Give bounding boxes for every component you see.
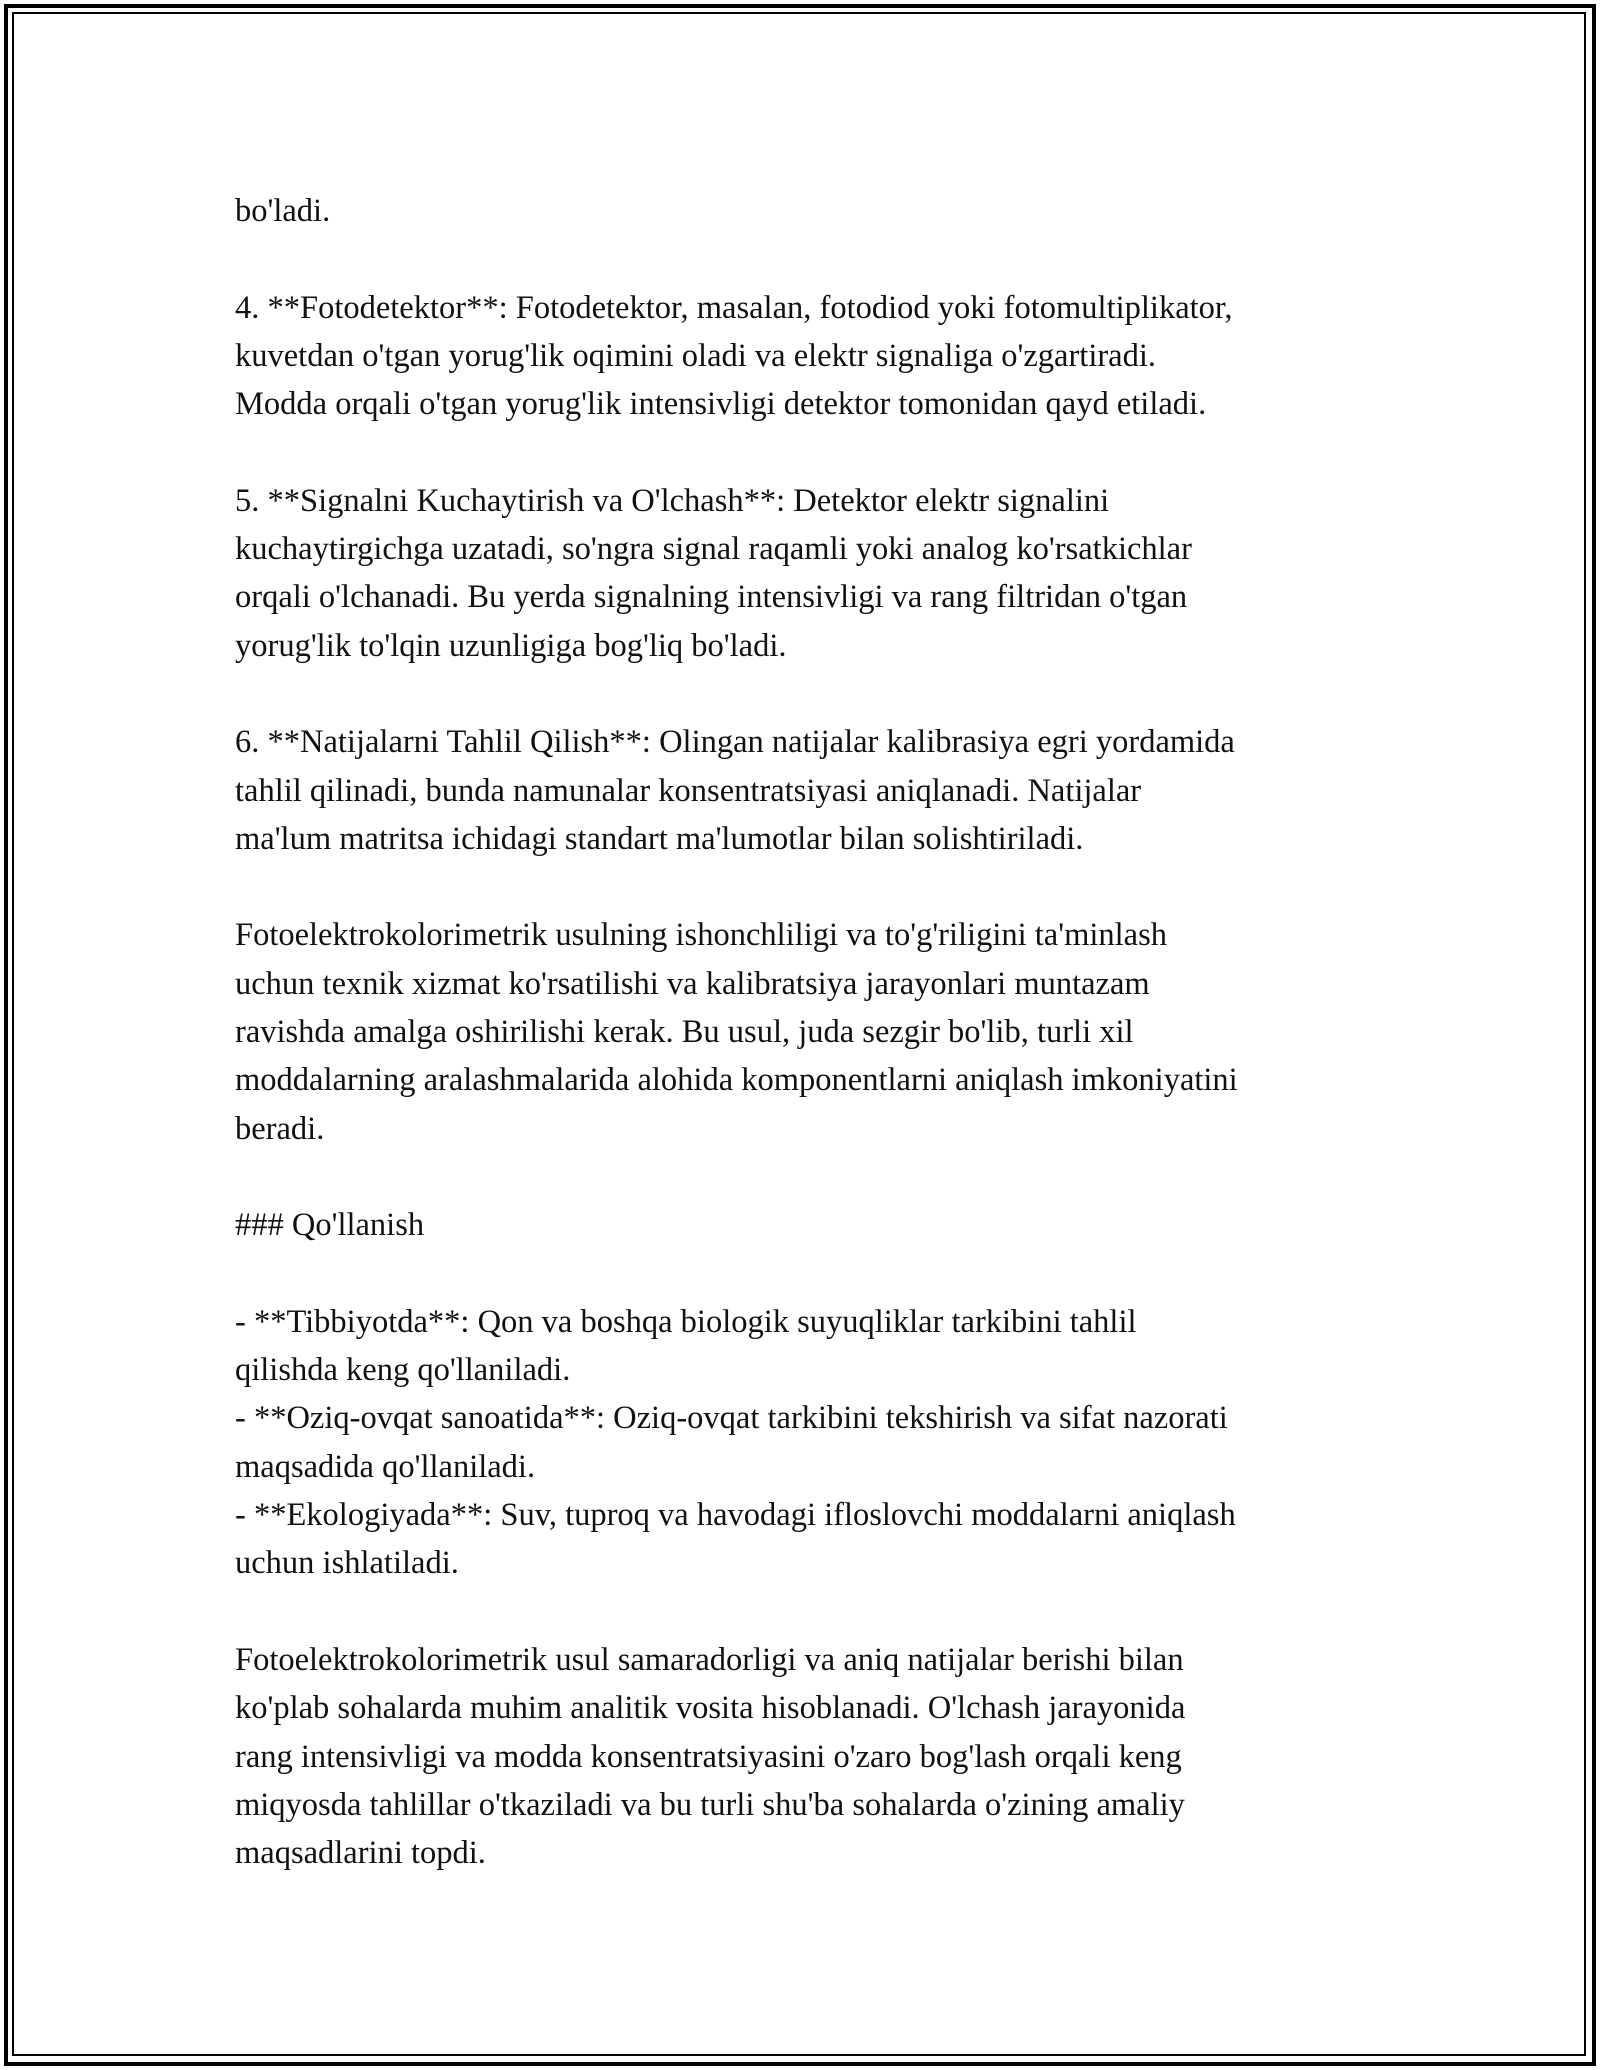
application-list: - **Tibbiyotda**: Qon va boshqa biologik suyuqliklar tarkibini tahlil qilishda keng qo'llaniladi. - **Oziq-ovqat sanoatida**: Oziq-ovqat tarkibini tekshirish va sifat nazorati maqsadida qo'llaniladi. - **Ekologiyada**: Suv, tuproq va havodagi ifloslovchi moddalarni aniqlash uchun ishlatiladi. — [235, 1303, 1236, 1582]
section-heading-application: ### Qo'llanish — [235, 1207, 425, 1244]
paragraph-gap — [235, 1588, 1395, 1636]
paragraph-gap — [235, 235, 1395, 283]
paragraph-reliability: Fotoelektrokolorimetrik usulning ishonchliligi va to'g'riligini ta'minlash uchun texnik xizmat ko'rsatilishi va kalibratsiya jarayonlari muntazam ravishda amalga oshirilishi kerak. Bu usul, juda sezgir bo'lib, turli xil moddalarning aralashmalarida alohida komponentlarni aniqlash imkoniyatini beradi. — [235, 917, 1238, 1147]
paragraph-continuation: bo'ladi. — [235, 193, 331, 229]
paragraph-gap — [235, 428, 1395, 476]
paragraph-signal-amplification: 5. **Signalni Kuchaytirish va O'lchash**: Detektor elektr signalini kuchaytirgichga uzatadi, so'ngra signal raqamli yoki analog ko'rsatkichlar orqali o'lchanadi. Bu yerda signalning intensivligi va rang filtridan o'tgan yorug'lik to'lqin uzunligiga bog'liq bo'ladi. — [235, 482, 1192, 664]
document-body — [235, 187, 1395, 1877]
paragraph-fotodetektor: 4. **Fotodetektor**: Fotodetektor, masalan, fotodiod yoki fotomultiplikator, kuvetdan o'tgan yorug'lik oqimini oladi va elektr signaliga o'zgartiradi. Modda orqali o'tgan yorug'lik intensivligi detektor tomonidan qayd etiladi. — [235, 289, 1233, 423]
paragraph-conclusion: Fotoelektrokolorimetrik usul samaradorligi va aniq natijalar berishi bilan ko'plab sohalarda muhim analitik vosita hisoblanadi. O'lchash jarayonida rang intensivligi va modda konsentratsiyasini o'zaro bog'lash orqali keng miqyosda tahlillar o'tkaziladi va bu turli shu'ba sohalarda o'zining amaliy maqsadlarini topdi. — [235, 1641, 1186, 1872]
paragraph-gap — [235, 863, 1395, 911]
paragraph-gap — [235, 1250, 1395, 1298]
paragraph-gap — [235, 1153, 1395, 1201]
paragraph-gap — [235, 670, 1395, 718]
paragraph-results-analysis: 6. **Natijalarni Tahlil Qilish**: Olingan natijalar kalibrasiya egri yordamida tahlil qilinadi, bunda namunalar konsentratsiyasi aniqlanadi. Natijalar ma'lum matritsa ichidagi standart ma'lumotlar bilan solishtiriladi. — [235, 724, 1235, 857]
